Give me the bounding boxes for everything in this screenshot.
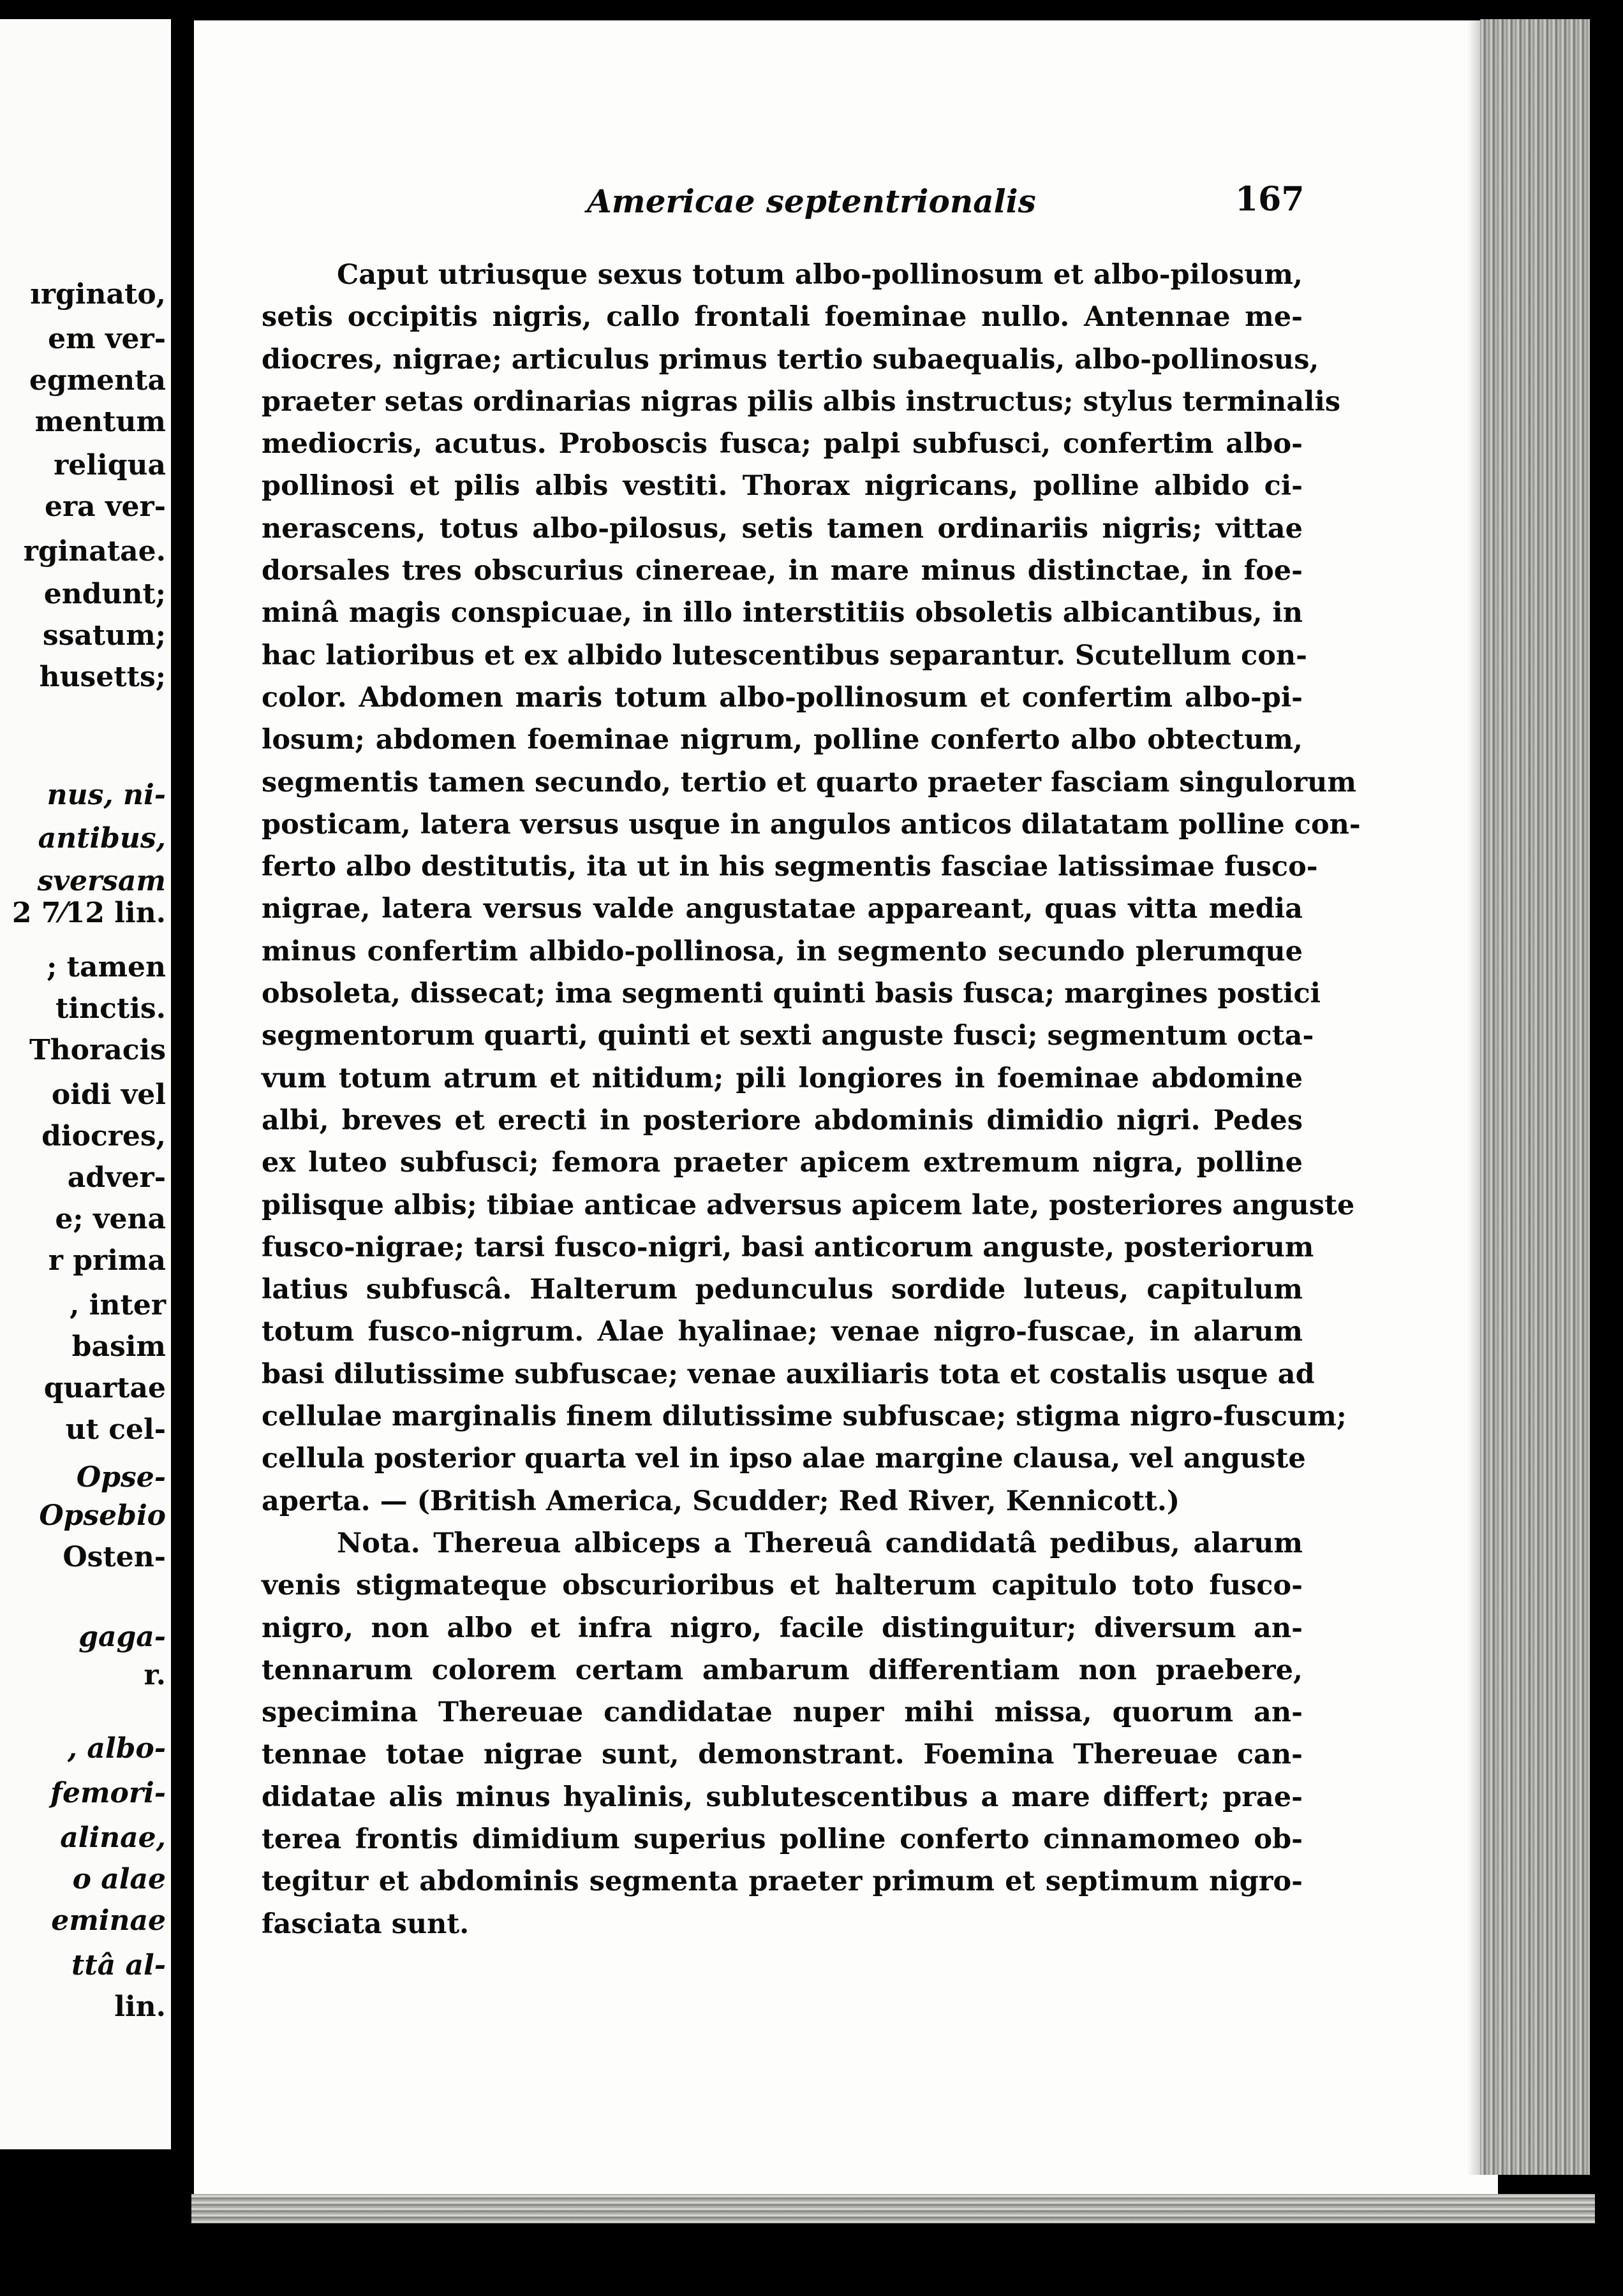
- left-page-line: o alae: [72, 1863, 166, 1895]
- text-line: nigro, non albo et infra nigro, facile distinguitur; diversum an-: [262, 1612, 1303, 1644]
- left-page-line: nus, ni-: [47, 779, 166, 811]
- left-page-line: r prima: [48, 1244, 166, 1277]
- text-line: cellulae marginalis finem dilutissime subfuscae; stigma nigro-fuscum;: [262, 1401, 1347, 1433]
- text-line: fasciata sunt.: [262, 1908, 470, 1940]
- text-line: losum; abdomen foeminae nigrum, polline conferto albo obtectum,: [262, 724, 1303, 756]
- left-page-line: husetts;: [39, 661, 166, 693]
- left-page-fragment: [0, 19, 171, 2149]
- left-page-line: endunt;: [43, 578, 166, 610]
- text-line: vum totum atrum et nitidum; pili longiores in foeminae abdomine: [262, 1062, 1303, 1094]
- text-line: mediocris, acutus. Proboscis fusca; palpi subfusci, confertim albo-: [262, 428, 1303, 460]
- book-gutter: [171, 0, 194, 2296]
- text-line: minus confertim albido-pollinosa, in segmento secundo plerumque: [262, 935, 1303, 968]
- text-line: praeter setas ordinarias nigras pilis albis instructus; stylus terminalis: [262, 385, 1341, 418]
- text-line: Nota. Thereua albiceps a Thereuâ candidatâ pedibus, alarum: [337, 1527, 1303, 1559]
- text-line: nigrae, latera versus valde angustatae appareant, quas vitta media: [262, 893, 1303, 925]
- left-page-line: ssatum;: [42, 619, 166, 652]
- text-line: color. Abdomen maris totum albo-pollinosum et confertim albo-pi-: [262, 681, 1303, 714]
- left-page-line: ttâ al-: [71, 1949, 166, 1982]
- left-page-line: ut cel-: [65, 1413, 166, 1446]
- left-page-line: quartae: [43, 1372, 166, 1404]
- text-line: tegitur et abdominis segmenta praeter primum et septimum nigro-: [262, 1866, 1303, 1898]
- text-line: basi dilutissime subfuscae; venae auxiliaris tota et costalis usque ad: [262, 1358, 1315, 1390]
- left-page-line: femori-: [50, 1777, 166, 1809]
- page-number: 167: [1235, 180, 1305, 219]
- left-page-line: lin.: [114, 1991, 166, 2023]
- text-line: fusco-nigrae; tarsi fusco-nigri, basi anticorum anguste, posteriorum: [262, 1231, 1314, 1263]
- text-line: latius subfuscâ. Halterum pedunculus sordide luteus, capitulum: [262, 1274, 1303, 1306]
- page-stack-edges: [1480, 19, 1590, 2175]
- left-page-line: mentum: [34, 406, 166, 438]
- text-line: tennae totae nigrae sunt, demonstrant. Foemina Thereuae can-: [262, 1739, 1303, 1771]
- left-page-line: sversam: [37, 865, 166, 897]
- text-line: cellula posterior quarta vel in ipso alae margine clausa, vel anguste: [262, 1443, 1306, 1475]
- left-page-line: tinctis.: [56, 992, 166, 1025]
- left-page-line: ; tamen: [47, 951, 166, 983]
- left-page-line: em ver-: [48, 323, 166, 355]
- left-page-line: Opse-: [76, 1461, 166, 1494]
- text-line: didatae alis minus hyalinis, sublutescentibus a mare differt; prae-: [262, 1781, 1303, 1813]
- left-page-line: oidi vel: [51, 1078, 166, 1111]
- text-line: obsoleta, dissecat; ima segmenti quinti basis fusca; margines postici: [262, 978, 1321, 1010]
- left-page-line: eminae: [51, 1904, 166, 1937]
- left-page-line: era ver-: [44, 490, 166, 523]
- text-line: albi, breves et erecti in posteriore abdominis dimidio nigri. Pedes: [262, 1104, 1303, 1137]
- text-line: nerascens, totus albo-pilosus, setis tamen ordinariis nigris; vittae: [262, 512, 1303, 545]
- text-line: totum fusco-nigrum. Alae hyalinae; venae nigro-fuscae, in alarum: [262, 1316, 1303, 1348]
- text-line: specimina Thereuae candidatae nuper mihi missa, quorum an-: [262, 1696, 1303, 1729]
- text-line: segmentis tamen secundo, tertio et quarto praeter fasciam singulorum: [262, 766, 1356, 798]
- left-page-line: egmenta: [29, 364, 166, 397]
- left-page-line: reliqua: [54, 449, 166, 482]
- text-line: pollinosi et pilis albis vestiti. Thorax nigricans, polline albido ci-: [262, 470, 1303, 503]
- left-page-line: Thoracis: [29, 1034, 166, 1066]
- left-page-line: diocres,: [41, 1120, 166, 1152]
- left-page-line: Osten-: [63, 1541, 166, 1573]
- text-line: tennarum colorem certam ambarum differentiam non praebere,: [262, 1654, 1303, 1686]
- left-page-line: ırginato,: [30, 278, 166, 311]
- text-line: aperta. — (British America, Scudder; Red River, Kennicott.): [262, 1485, 1180, 1517]
- left-page-line: adver-: [67, 1161, 166, 1194]
- page-stack-bottom-edge: [191, 2194, 1595, 2223]
- left-page-line: antibus,: [38, 822, 166, 855]
- text-line: ex luteo subfusci; femora praeter apicem extremum nigra, polline: [262, 1147, 1303, 1179]
- text-line: pilisque albis; tibiae anticae adversus apicem late, posteriores anguste: [262, 1189, 1355, 1221]
- text-line: hac latioribus et ex albido lutescentibus separantur. Scutellum con-: [262, 639, 1307, 672]
- left-page-line: , albo-: [67, 1732, 166, 1765]
- text-line: Caput utriusque sexus totum albo-pollinosum et albo-pilosum,: [337, 259, 1303, 291]
- body-text: [262, 254, 1361, 1945]
- text-line: venis stigmateque obscurioribus et halterum capitulo toto fusco-: [262, 1570, 1303, 1602]
- text-line: ferto albo destitutis, ita ut in his segmentis fasciae latissimae fusco-: [262, 851, 1318, 883]
- left-page-line: rginatae.: [23, 535, 166, 568]
- text-line: minâ magis conspicuae, in illo interstitiis obsoletis albicantibus, in: [262, 597, 1303, 629]
- text-line: setis occipitis nigris, callo frontali foeminae nullo. Antennae me-: [262, 301, 1303, 334]
- left-page-line: 2 7⁄12 lin.: [11, 897, 166, 929]
- text-line: dorsales tres obscurius cinereae, in mare minus distinctae, in foe-: [262, 555, 1303, 587]
- left-page-line: , inter: [70, 1289, 166, 1321]
- text-line: diocres, nigrae; articulus primus tertio subaequalis, albo-pollinosus,: [262, 343, 1319, 376]
- left-page-line: gaga-: [78, 1621, 166, 1653]
- left-page-line: r.: [144, 1659, 166, 1691]
- running-title: Americae septentrionalis: [587, 182, 1036, 220]
- text-line: terea frontis dimidium superius polline conferto cinnamomeo ob-: [262, 1823, 1303, 1855]
- left-page-line: basim: [71, 1330, 166, 1363]
- left-page-line: Opsebio: [39, 1499, 166, 1532]
- left-page-line: alinae,: [60, 1821, 166, 1854]
- left-page-line: e; vena: [55, 1203, 166, 1235]
- text-line: posticam, latera versus usque in angulos anticos dilatatam polline con-: [262, 808, 1361, 841]
- text-line: segmentorum quarti, quinti et sexti anguste fusci; segmentum octa-: [262, 1020, 1314, 1052]
